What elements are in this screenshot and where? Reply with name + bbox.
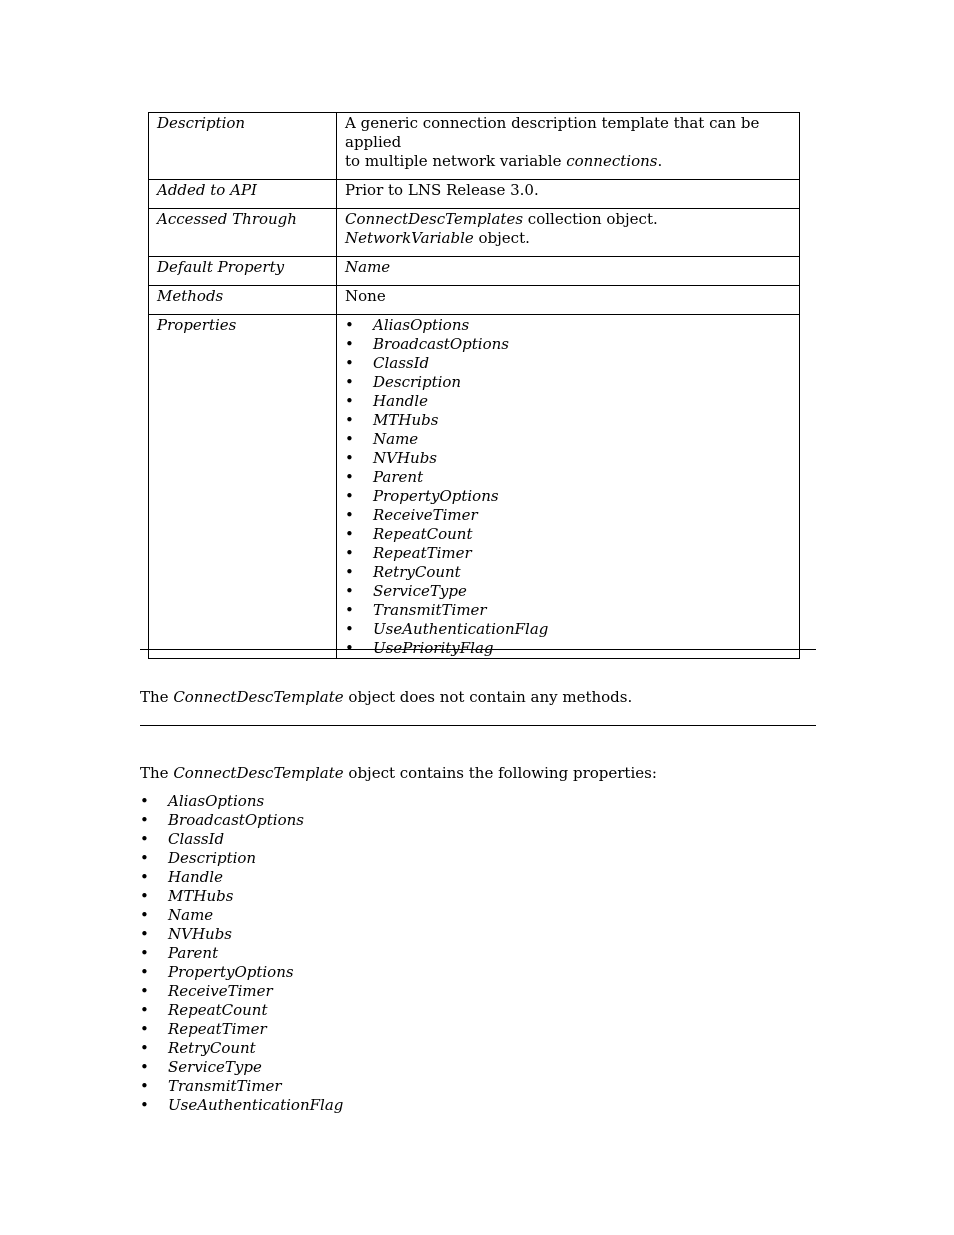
table-row-default-property xyxy=(149,257,800,286)
row-label-properties: Properties xyxy=(149,315,337,659)
list-item: • UseAuthenticationFlag xyxy=(345,620,791,639)
list-item: • PropertyOptions xyxy=(140,963,343,982)
list-item: • MTHubs xyxy=(345,411,791,430)
list-item: • Handle xyxy=(140,868,343,887)
list-item: • ClassId xyxy=(345,354,791,373)
row-value-description xyxy=(337,113,800,180)
methods-prefix: The xyxy=(140,688,174,706)
list-item: • PropertyOptions xyxy=(345,487,791,506)
list-item: • UsePriorityFlag xyxy=(345,639,791,658)
list-item: • Parent xyxy=(140,944,343,963)
list-item: • Parent xyxy=(345,468,791,487)
list-item: • MTHubs xyxy=(140,887,343,906)
list-item: • RepeatTimer xyxy=(140,1020,343,1039)
list-item: • TransmitTimer xyxy=(140,1077,343,1096)
object-summary-table xyxy=(148,112,800,659)
list-item: • ReceiveTimer xyxy=(345,506,791,525)
description-line2-prefix: to multiple network variable xyxy=(345,152,567,170)
table-row-description xyxy=(149,113,800,180)
list-item: • ReceiveTimer xyxy=(140,982,343,1001)
methods-suffix: object does not contain any methods. xyxy=(343,688,633,706)
row-label-description: Description xyxy=(149,113,337,180)
methods-paragraph xyxy=(140,688,632,707)
accessed-line1-rest: collection object. xyxy=(523,210,658,228)
properties-prefix: The xyxy=(140,764,174,782)
properties-suffix: object contains the following properties: xyxy=(343,764,657,782)
list-item: • BroadcastOptions xyxy=(345,335,791,354)
row-value-properties xyxy=(337,315,800,659)
list-item: • TransmitTimer xyxy=(345,601,791,620)
list-item: • AliasOptions xyxy=(140,792,343,811)
table-row-properties xyxy=(149,315,800,659)
list-item: • ClassId xyxy=(140,830,343,849)
list-item: • NVHubs xyxy=(345,449,791,468)
row-label-default-property: Default Property xyxy=(149,257,337,286)
list-item: • RetryCount xyxy=(140,1039,343,1058)
row-value-accessed-through xyxy=(337,209,800,257)
list-item: • ServiceType xyxy=(140,1058,343,1077)
accessed-line1-em: ConnectDescTemplates xyxy=(345,210,524,228)
row-value-default-property: Name xyxy=(337,257,800,286)
row-value-added-to-api: Prior to LNS Release 3.0. xyxy=(337,180,800,209)
section-divider-properties xyxy=(140,725,816,726)
list-item: • UseAuthenticationFlag xyxy=(140,1096,343,1115)
row-label-added-to-api: Added to API xyxy=(149,180,337,209)
description-line1: A generic connection description template that can be applied xyxy=(345,114,760,151)
accessed-line2-rest: object. xyxy=(473,229,530,247)
description-line2-em: connections xyxy=(566,152,658,170)
list-item: • RepeatCount xyxy=(140,1001,343,1020)
list-item: • RepeatTimer xyxy=(345,544,791,563)
list-item: • Name xyxy=(345,430,791,449)
list-item: • NVHubs xyxy=(140,925,343,944)
table-row-methods xyxy=(149,286,800,315)
list-item: • AliasOptions xyxy=(345,316,791,335)
properties-paragraph xyxy=(140,764,657,783)
list-item: • ServiceType xyxy=(345,582,791,601)
table-row-added-to-api xyxy=(149,180,800,209)
methods-object-name: ConnectDescTemplate xyxy=(173,688,344,706)
list-item: • Description xyxy=(345,373,791,392)
row-label-methods: Methods xyxy=(149,286,337,315)
list-item: • Handle xyxy=(345,392,791,411)
list-item: • RetryCount xyxy=(345,563,791,582)
list-item: • Name xyxy=(140,906,343,925)
table-row-accessed-through xyxy=(149,209,800,257)
description-line2-suffix: . xyxy=(657,152,663,170)
row-label-accessed-through: Accessed Through xyxy=(149,209,337,257)
accessed-line2-em: NetworkVariable xyxy=(345,229,474,247)
table-properties-list xyxy=(345,316,791,658)
list-item: • RepeatCount xyxy=(345,525,791,544)
row-value-methods: None xyxy=(337,286,800,315)
properties-list xyxy=(140,792,343,1115)
properties-object-name: ConnectDescTemplate xyxy=(173,764,344,782)
list-item: • BroadcastOptions xyxy=(140,811,343,830)
section-divider-methods xyxy=(140,649,816,650)
list-item: • Description xyxy=(140,849,343,868)
